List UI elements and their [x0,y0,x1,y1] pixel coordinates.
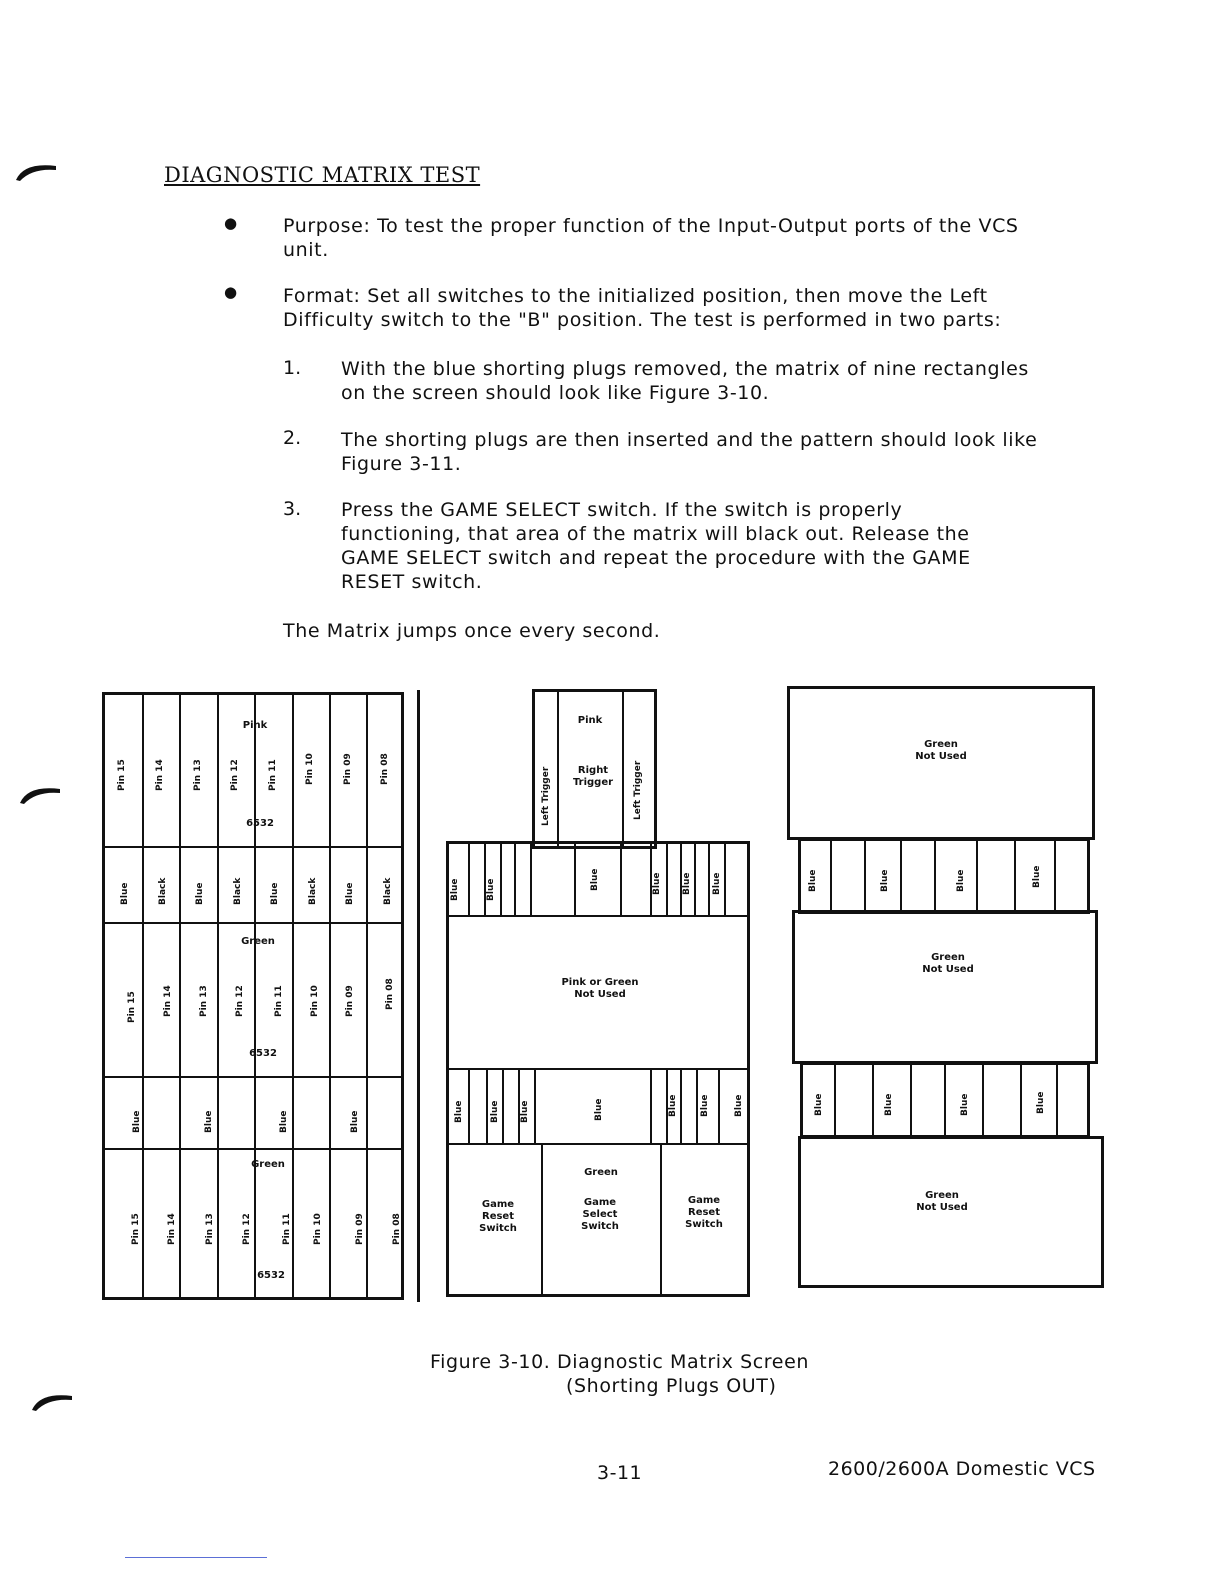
column-divider [534,1070,536,1143]
blue-label: Blue [1036,1091,1046,1114]
blue-label: Blue [682,872,692,895]
column-divider [680,1070,682,1143]
footer-rule [125,1557,267,1558]
blue-label: Blue [652,872,662,895]
purpose-text-cont: unit. [283,239,329,261]
not-used-label: Green Not Used [915,739,967,762]
game-reset-switch-label: Game Reset Switch [479,1199,517,1234]
caption-line: Figure 3-10. Diagnostic Matrix Screen [430,1351,810,1373]
pin-label: Pin 10 [310,985,320,1017]
row-divider [448,1143,748,1145]
page-number: 3-11 [597,1462,643,1484]
color-label: Blue [204,1110,214,1133]
blue-label: Blue [712,872,722,895]
row-divider [104,1148,404,1150]
column-divider [834,1064,836,1136]
column-divider [530,843,532,915]
color-label: Black [308,877,318,905]
bullet-icon: ● [224,283,238,301]
color-label: Black [383,877,393,905]
column-divider [468,1070,470,1143]
green-label: Green [241,936,275,947]
column-divider [666,843,668,915]
blue-label: Blue [814,1093,824,1116]
binder-mark-icon [14,160,58,182]
product-name: 2600/2600A Domestic VCS [828,1458,1096,1480]
column-divider [217,694,219,1298]
pin-label: Pin 14 [155,759,165,791]
color-label: Blue [195,882,205,905]
color-label: Blue [345,882,355,905]
not-used-label: Green Not Used [922,952,974,975]
chip-label: 6532 [257,1270,285,1281]
middle-matrix-figure [440,685,760,1300]
pin-label: Pin 15 [117,759,127,791]
pin-label: Pin 11 [282,1213,292,1245]
step-line: GAME SELECT switch and repeat the procedure with the GAME [341,547,971,569]
game-select-switch-label: Game Select Switch [581,1197,619,1232]
caption-line: (Shorting Plugs OUT) [566,1375,777,1397]
step-number: 1. [283,357,302,379]
blue-label: Blue [490,1100,500,1123]
left-matrix-figure [100,690,420,1305]
column-divider [500,843,502,915]
column-divider [910,1064,912,1136]
pin-label: Pin 13 [193,759,203,791]
step-text [341,428,1071,476]
column-divider [1020,1064,1022,1136]
step-line: Figure 3-11. [341,453,462,475]
color-label: Blue [120,882,130,905]
blue-label: Blue [734,1094,744,1117]
pin-label: Pin 13 [205,1213,215,1245]
matrix-note: The Matrix jumps once every second. [283,620,661,642]
row-divider [448,915,748,917]
blue-label: Blue [700,1094,710,1117]
pin-label: Pin 08 [385,978,395,1010]
column-divider [724,843,726,915]
column-divider [660,1145,662,1295]
format-label: Format: [283,285,361,307]
blue-label: Blue [808,869,818,892]
step-line: on the screen should look like Figure 3-10. [341,382,770,404]
pin-label: Pin 09 [343,753,353,785]
column-divider [900,840,902,912]
blue-label: Blue [590,868,600,891]
blue-label: Blue [884,1093,894,1116]
column-divider [514,843,516,915]
right-matrix-figure [784,684,1108,1294]
column-divider [1056,1064,1058,1136]
color-label: Blue [350,1110,360,1133]
column-divider [1014,840,1016,912]
column-divider [872,1064,874,1136]
color-label: Black [233,877,243,905]
blue-label: Blue [594,1098,604,1121]
blue-label: Blue [520,1100,530,1123]
row-divider [104,846,404,848]
blue-label: Blue [880,869,890,892]
step-line: Press the GAME SELECT switch. If the switch is properly [341,499,903,521]
purpose-paragraph [283,214,1073,262]
step-number: 2. [283,427,302,449]
step-line: The shorting plugs are then inserted and the pattern should look like [341,429,1038,451]
format-text-cont: Difficulty switch to the "B" position. The test is performed in two parts: [283,309,1002,331]
column-divider [468,843,470,915]
column-divider [292,694,294,1298]
right-box-middle [792,910,1098,1064]
color-label: Blue [270,882,280,905]
column-divider [934,840,936,912]
pin-label: Pin 13 [199,985,209,1017]
pin-label: Pin 11 [274,985,284,1017]
chip-label: 6532 [249,1048,277,1059]
pin-label: Pin 15 [131,1213,141,1245]
pin-label: Pin 15 [127,991,137,1023]
column-divider [718,1070,720,1143]
column-divider [976,840,978,912]
column-divider [557,691,559,847]
pin-label: Pin 11 [268,759,278,791]
column-divider [574,843,576,915]
bullet-icon: ● [224,214,238,232]
not-used-label: Green Not Used [916,1190,968,1213]
binder-mark-icon [30,1390,74,1412]
blue-label: Blue [668,1094,678,1117]
green-label: Green [584,1167,618,1178]
format-text: Set all switches to the initialized position, then move the Left [367,285,988,307]
left-trigger-label: Left Trigger [541,766,551,826]
column-divider [982,1064,984,1136]
figure-caption [430,1350,850,1398]
blue-label: Blue [956,869,966,892]
column-divider [502,1070,504,1143]
step-text [341,498,1071,594]
left-trigger-label: Left Trigger [633,760,643,820]
pin-label: Pin 12 [242,1213,252,1245]
row-divider [104,1076,404,1078]
blue-label: Blue [454,1100,464,1123]
column-divider [944,1064,946,1136]
left-matrix-right-edge [400,690,420,1302]
column-divider [142,694,144,1298]
purpose-text: To test the proper function of the Input-Output ports of the VCS [377,215,1019,237]
pink-label: Pink [577,715,603,726]
column-divider [650,1070,652,1143]
step-line: RESET switch. [341,571,483,593]
column-divider [179,694,181,1298]
pin-label: Pin 09 [345,985,355,1017]
pin-label: Pin 12 [230,759,240,791]
column-divider [366,694,368,1298]
pin-label: Pin 10 [313,1213,323,1245]
right-strip-upper [798,838,1090,914]
page-title: DIAGNOSTIC MATRIX TEST [164,163,481,187]
column-divider [622,691,624,847]
blue-label: Blue [1032,865,1042,888]
pin-label: Pin 08 [380,753,390,785]
pin-label: Pin 10 [305,753,315,785]
pin-label: Pin 14 [167,1213,177,1245]
step-text [341,357,1071,405]
pin-label: Pin 14 [163,985,173,1017]
blue-label: Blue [450,878,460,901]
column-divider [254,694,256,1298]
chip-label: 6532 [246,818,274,829]
color-label: Blue [132,1110,142,1133]
row-divider [448,1068,748,1070]
pin-label: Pin 12 [235,985,245,1017]
column-divider [830,840,832,912]
column-divider [708,843,710,915]
blue-label: Blue [486,878,496,901]
blue-label: Blue [960,1093,970,1116]
color-label: Blue [279,1110,289,1133]
right-trigger-label: Right Trigger [572,765,614,788]
column-divider [694,843,696,915]
game-reset-switch-label: Game Reset Switch [685,1195,723,1230]
column-divider [696,1070,698,1143]
step-line: With the blue shorting plugs removed, the matrix of nine rectangles [341,358,1029,380]
center-label: Pink or Green Not Used [561,977,639,1000]
right-box-top [787,686,1095,840]
color-label: Black [158,877,168,905]
step-number: 3. [283,498,302,520]
pin-label: Pin 09 [355,1213,365,1245]
format-paragraph [283,284,1083,332]
column-divider [329,694,331,1298]
pink-label: Pink [242,720,268,731]
column-divider [1054,840,1056,912]
column-divider [620,843,622,915]
green-label: Green [251,1159,285,1170]
row-divider [104,922,404,924]
column-divider [486,1070,488,1143]
binder-mark-icon [18,783,62,805]
step-line: functioning, that area of the matrix will black out. Release the [341,523,970,545]
column-divider [864,840,866,912]
column-divider [541,1145,543,1295]
purpose-label: Purpose: [283,215,371,237]
pin-label: Pin 08 [392,1213,402,1245]
